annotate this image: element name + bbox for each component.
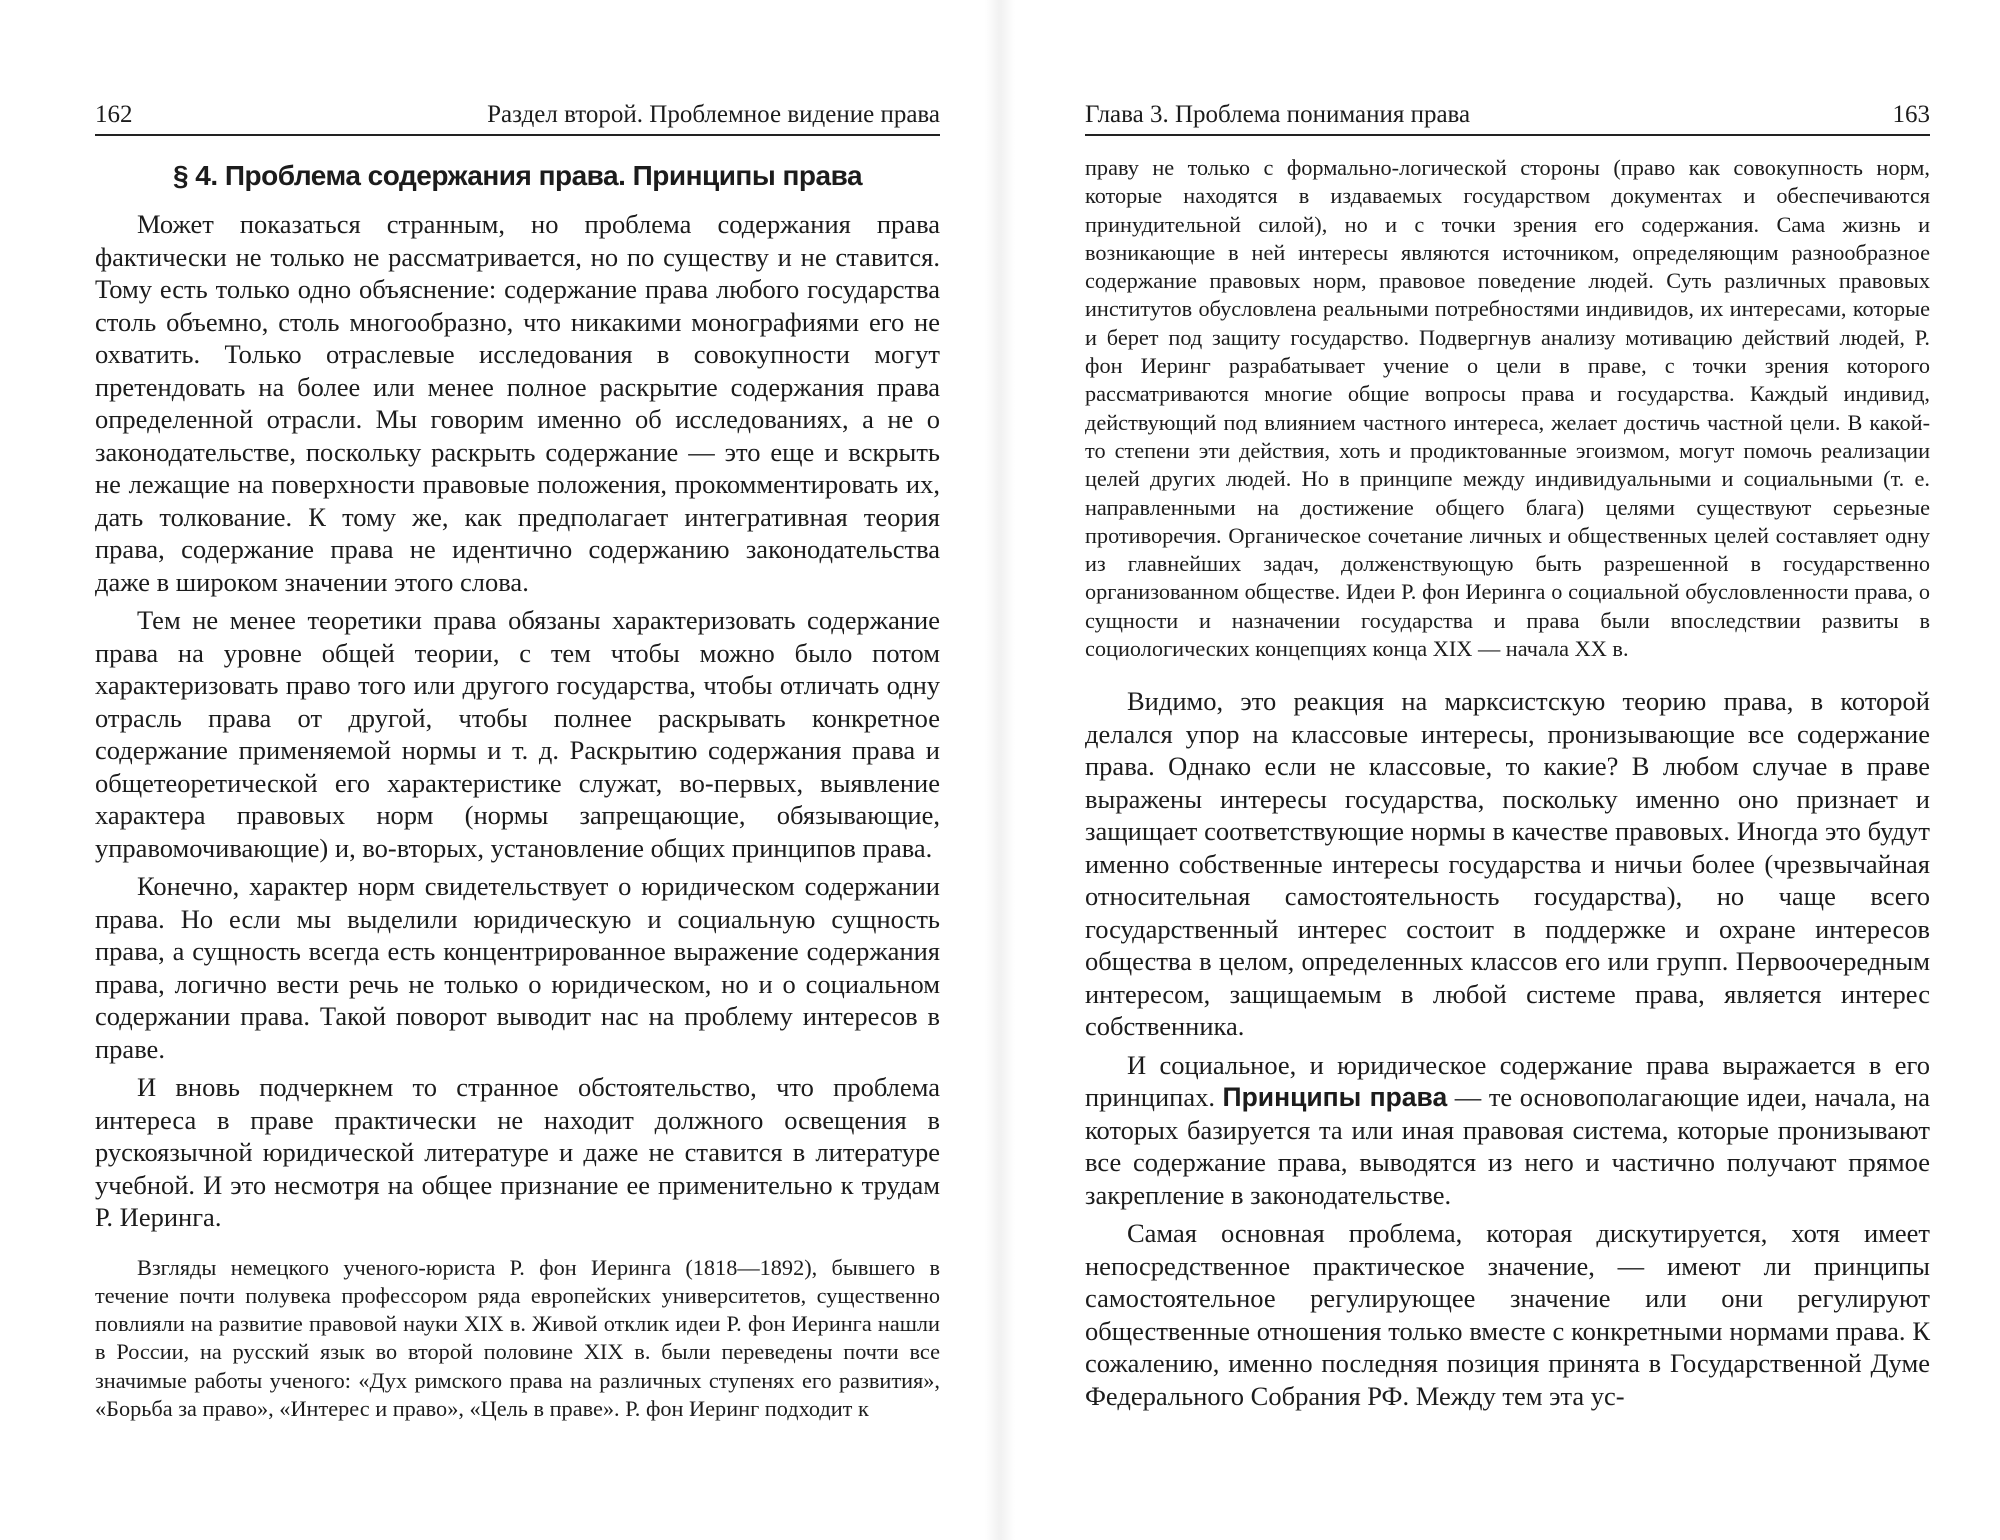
left-running-head: [95, 100, 940, 136]
principles-term: Принципы права: [1222, 1082, 1448, 1113]
principles-paragraph: [1085, 1049, 1930, 1212]
principles-definition: — те основополагающие идеи, начала, на которых базируется та или иная правовая система, которые пронизывают все содержание права, выводятся из него и частично получают прямое закрепление в законодательстве.: [1085, 1082, 1930, 1210]
paragraph: Видимо, это реакция на марксистскую теорию права, в которой делался упор на классовые интересы, пронизывающие все содержание права. Однако если не классовые, то какие? В любом случае в праве выражены интересы государства, поскольку именно оно признает и защищает соответствующие нормы в качестве правовых. Иногда это будут именно собственные интересы государства и ничьи более (чрезвычайная относительная самостоятельность государства), но чаще всего государственный интерес состоит в поддержке и охране интересов общества в целом, определенных классов его или групп. Первоочередным интересом, защищаемым в любой системе права, является интерес собственника.: [1085, 686, 1930, 1042]
note-paragraph: Взгляды немецкого ученого-юриста Р. фон Иеринга (1818—1892), бывшего в течение почти полувека профессором ряда европейских университетов, существенно повлияли на развитие правовой науки XIX в. Живой отклик идеи Р. фон Иеринга нашли в России, на русский язык во второй половине XIX в. были переведены почти все значимые работы ученого: «Дух римского права на различных ступенях его развития», «Борьба за право», «Интерес и право», «Цель в праве». Р. фон Иеринг подходит к: [95, 1254, 940, 1421]
page-gutter: [985, 0, 1015, 1540]
right-page: [1085, 100, 1930, 1418]
right-running-title: Глава 3. Проблема понимания права: [1085, 101, 1471, 128]
section-title: § 4. Проблема содержания права. Принципы права: [172, 160, 863, 191]
paragraph: Конечно, характер норм свидетельствует о юридическом содержании права. Но если мы выделили юридическую и социальную сущность права, а сущность всегда есть концентрированное выражение содержания права, логично вести речь не только о юридическом, но и о социальном содержании права. Такой поворот выводит нас на проблему интересов в праве.: [95, 871, 940, 1064]
paragraph: Самая основная проблема, которая дискутируется, хотя имеет непосредственное практическое значение, — имеют ли принципы самостоятельное регулирующее значение или они регулируют общественные отношения только вместе с конкретными нормами права. К сожалению, именно последняя позиция принята в Государственной Думе Федерального Собрания РФ. Между тем эта ус-: [1085, 1218, 1930, 1411]
right-page-number: 163: [1892, 101, 1930, 128]
iering-note: [95, 1254, 940, 1424]
left-page: [95, 100, 940, 1427]
paragraph: Тем не менее теоретики права обязаны характеризовать содержание права на уровне общей теории, с тем чтобы можно было потом характеризовать право того или другого государства, чтобы отличать одну отрасль права от другой, чтобы полнее раскрывать конкретное содержание применяемой нормы и т. д. Раскрытию содержания права и общетеоретической его характеристике служат, во-первых, выявление характера правовых норм (нормы запрещающие, обязывающие, управомочивающие) и, во-вторых, установление общих принципов права.: [95, 605, 940, 863]
left-running-title: Раздел второй. Проблемное видение права: [487, 101, 940, 128]
left-page-number: 162: [95, 101, 133, 128]
paragraph: Может показаться странным, но проблема содержания права фактически не только не рассматривается, но по существу и не ставится. Тому есть только одно объяснение: содержание права любого государства столь объемно, столь многообразно, что никакими монографиями его не охватить. Только отраслевые исследования в совокупности могут претендовать на более или менее полное раскрытие содержания права определенной отрасли. Мы говорим именно об исследованиях, а не о законодательстве, поскольку раскрыть содержание — это еще и вскрыть не лежащие на поверхности правовые положения, прокомментировать их, дать толкование. К тому же, как предполагает интегративная теория права, содержание права не идентично содержанию законодательства даже в широком значении этого слова.: [95, 209, 940, 597]
iering-note-continuation: [1085, 154, 1930, 663]
left-body-text: [95, 208, 940, 1234]
right-body-text: [1085, 685, 1930, 1412]
paragraph: И вновь подчеркнем то странное обстоятельство, что проблема интереса в праве практически не находит должного освещения в рускоязычной юридической литературе и даже не ставится в литературе учебной. И это несмотря на общее признание ее применительно к трудам Р. Иеринга.: [95, 1072, 940, 1232]
principles-intro: И социальное, и юридическое содержание права выражается в его принципах.: [1085, 1049, 1930, 1113]
note-continuation: праву не только с формально-логической стороны (право как совокупность норм, которые находятся в издаваемых государством документах и обеспечиваются принудительной силой), но и с точки зрения его содержания. Сама жизнь и возникающие в ней интересы являются источником, определяющим разнообразное содержание правовых норм, правовое поведение людей. Суть различных правовых институтов обусловлена реальными потребностями индивидов, их интересами, которые и берет под защиту государство. Подвергнув анализу мотивацию действий людей, Р. фон Иеринг разрабатывает учение о цели в праве, с точки зрения которого рассматриваются многие общие вопросы права и государства. Каждый индивид, действующий под влиянием частного интереса, желает достичь частной цели. В какой-то степени эти действия, хоть и продиктованные эгоизмом, могут помочь реализации целей других людей. Но в принципе между индивидуальными и социальными (т. е. направленными на достижение общего блага) целями существуют серьезные противоречия. Органическое сочетание личных и общественных целей составляет одну из главнейших задач, долженствующую быть разрешенной в государственно организованном обществе. Идеи Р. фон Иеринга о социальной обусловленности права, о сущности и назначении государства и права были впоследствии развиты в социологических концепциях конца XIX — начала XX в.: [1085, 155, 1930, 662]
right-running-head: [1085, 100, 1930, 136]
